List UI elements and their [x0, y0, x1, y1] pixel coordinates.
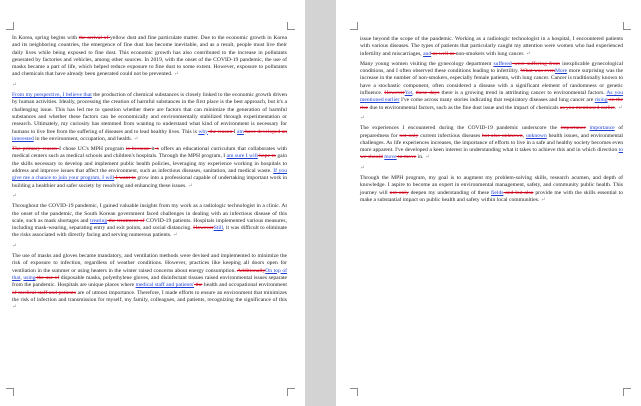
- deleted-text: but also unknown: [482, 132, 523, 139]
- text-run: of preparedness for: [360, 125, 623, 139]
- corner-mark: [287, 22, 295, 30]
- text-run: deepen my understanding of these: [408, 189, 491, 196]
- inserted-text: From my perspective, I believe that: [12, 92, 92, 99]
- corner-mark: [287, 388, 295, 396]
- paragraph[interactable]: [360, 125, 623, 161]
- inserted-text: More: [554, 68, 568, 75]
- deleted-text: hope to: [257, 153, 276, 160]
- deleted-text: of medical staff and patients: [12, 289, 76, 296]
- text-run: , it was difficult to eliminate the risks associated with directly facing and serving numerous patients.: [12, 225, 288, 239]
- text-run: offers an educational curriculum that collaborates with medical centers such as medical schools and children's hospitals. Through the MPH program, I: [12, 146, 287, 160]
- right-page-body[interactable]: [360, 36, 623, 204]
- deleted-text: However: [193, 225, 214, 232]
- text-run: ,: [20, 274, 24, 281]
- deleted-text: we should: [360, 154, 383, 161]
- text-run: are of utmost importance. Therefore, I made efforts to ensure an environment that minimizes the risk of infection and transmission for myself, my family, colleagues, and patients, recognizing the significance of this: [12, 289, 287, 303]
- text-run: gain the skills necessary to develop and implement public health policies, leveraging my experience working in hospitals to address and improve issues that affect the environment, such as infectious diseases, sanitation, and medical waste.: [12, 153, 287, 175]
- deleted-text: However: [384, 90, 405, 97]
- corner-mark: [623, 388, 631, 396]
- text-run: ,: [412, 90, 416, 97]
- corner-mark: [6, 388, 14, 396]
- deleted-text: the use of: [35, 274, 60, 281]
- paragraph[interactable]: [360, 36, 623, 58]
- inserted-text: am: [237, 128, 244, 135]
- text-run: yellow dust and fine particulate matter. Due to the economic growth in Korea and its neighboring countries, the emergence of fine dust has become inevitable, and as a result, people must live their daily lives while being exposed to fine dust. This economic growth has also contributed to the increase in pollutants generated by factories and vehicles, among other sources. In 2019, with the onset of the COVID-19 pandemic, the use of masks became a part of life, which helped reduce exposure to fine dust to some extent. However, exposure to pollutants and chemicals that have already been generated could not be prevented.: [12, 35, 287, 78]
- paragraph[interactable]: [12, 203, 287, 239]
- corner-mark: [623, 22, 631, 30]
- deleted-text: not only: [389, 189, 409, 196]
- empty-paragraph[interactable]: [360, 115, 623, 122]
- inserted-text: interested: [12, 135, 34, 142]
- deleted-text: to move: [396, 154, 417, 161]
- deleted-text: I want to: [114, 175, 136, 182]
- deleted-text: is because: [125, 146, 152, 153]
- deleted-text: Additionally: [236, 267, 266, 274]
- deleted-text: What was even: [520, 68, 555, 75]
- inserted-text: Yet: [404, 90, 413, 97]
- paragraph-mark-icon: ↵: [524, 50, 531, 57]
- paragraph[interactable]: [12, 92, 287, 143]
- deleted-text: as well as: [431, 50, 456, 57]
- text-run: in.: [416, 154, 424, 161]
- inserted-text: importance: [589, 125, 615, 132]
- text-run: I chose UC's MPH program: [59, 146, 126, 153]
- text-run: .: [614, 104, 617, 111]
- paragraph-mark-icon: ↵: [12, 81, 17, 88]
- paragraph-mark-icon: ↵: [132, 135, 139, 142]
- inserted-text: If you give me a chance to join your program, I will: [12, 168, 288, 182]
- inserted-text: rising: [594, 97, 608, 104]
- deleted-text: were suffering from: [511, 60, 560, 67]
- text-run: Many young women visiting the gynecology department: [360, 60, 494, 67]
- paragraph[interactable]: [360, 61, 623, 112]
- text-run: The experiences I encountered during the COVID-19 pandemic underscore the: [360, 125, 561, 132]
- inserted-text: am sure I will: [226, 153, 258, 160]
- text-run: I've come across many stories indicating that respiratory diseases and lung cancer are: [399, 97, 595, 104]
- inserted-text: unknown: [525, 132, 547, 139]
- paragraph-mark-icon: ↵: [539, 196, 546, 203]
- inserted-text: fields: [491, 189, 504, 196]
- deleted-text: have developed an: [243, 128, 288, 135]
- paragraph[interactable]: [360, 175, 623, 204]
- empty-paragraph[interactable]: [12, 193, 287, 200]
- inserted-text: move: [384, 154, 397, 161]
- text-run: COVID-19 patients. Hospitals implemented various measures, including mask-wearing, separating entry and exit points, and social distancing.: [12, 217, 287, 232]
- text-run: it: [151, 146, 155, 153]
- left-page-body[interactable]: [12, 35, 287, 311]
- empty-paragraph[interactable]: [360, 165, 623, 172]
- text-run: inexplicable gynecological conditions, and I often observed these conditions leading to infertility.: [360, 60, 623, 75]
- paragraph-mark-icon: ↵: [172, 71, 179, 78]
- text-run: ,: [522, 132, 526, 139]
- deleted-text: the: [194, 282, 203, 289]
- deleted-text: The primary reason: [12, 146, 60, 153]
- inserted-text: and: [423, 50, 432, 57]
- text-run: Throughout the COVID-19 pandemic, I gained valuable insights from my work as a radiologic technologist in a clinic. At the onset of the pandemic, the South Korean government faced challenges in dealing with an infectious disease of this scale, such as mask shortages and: [12, 203, 287, 224]
- paragraph-mark-icon: ↵: [186, 182, 193, 189]
- paragraph-mark-icon: ↵: [12, 192, 17, 199]
- deleted-text: these days: [415, 90, 440, 97]
- text-run: Through the MPH program, my goal is to augment my problem-solving skills, research acumen, and depth of knowledge. I aspire to become an expert in environmental management, safety, and community public health. This journey will: [360, 175, 623, 196]
- text-run: non-smokers with lung cancer.: [455, 50, 525, 57]
- document-page-right: [336, 0, 641, 406]
- paragraph[interactable]: [12, 253, 287, 311]
- inserted-text: Still: [213, 225, 224, 232]
- paragraph-mark-icon: ↵: [12, 242, 17, 249]
- deleted-text: not only: [399, 132, 419, 139]
- inserted-text: treating: [90, 217, 108, 224]
- paragraph-mark-icon: ↵: [616, 104, 623, 111]
- document-page-left: [0, 0, 305, 406]
- deleted-text: importance: [560, 125, 586, 132]
- text-run: due to environmental factors, such as the fine dust issue and the impact of chemicals: [368, 104, 560, 111]
- text-run: more surprising was the increase in the number of non-smokers, especially female patients, with lung cancer. Cancer is traditionally known to have a stochastic component, often considered a disease with a significant element of randomness or genetic influence.: [360, 68, 623, 97]
- inserted-text: why: [198, 128, 208, 135]
- deleted-text: as you mentioned earlier: [559, 104, 615, 111]
- empty-paragraph[interactable]: [12, 82, 287, 89]
- inserted-text: On top of that: [12, 267, 287, 281]
- inserted-text: medical staff and patients': [135, 282, 195, 289]
- paragraph-mark-icon: ↵: [423, 154, 430, 161]
- text-run: there is a growing trend in attributing cancer to environmental factors.: [439, 90, 607, 97]
- text-run: grow into a professional capable of undertaking important work in building a healthier and safer society by resolving and enhancing these issues.: [12, 175, 287, 189]
- text-run: provide me with the skills essential to make a substantial impact on public health and safety within local communities.: [360, 189, 623, 203]
- text-run: health and occupational environment: [202, 282, 287, 289]
- corner-mark: [6, 22, 14, 30]
- text-run: issue beyond the scope of the pandemic. Working as a radiologic technologist in a hospital, I encountered patients with various diseases. The types of patients that particularly caught my attention were women who had experienced infertility and miscarriages,: [360, 36, 623, 57]
- deleted-text: and but also: [503, 189, 534, 196]
- paragraph[interactable]: [12, 146, 287, 190]
- text-run: in the environment, occupation, and health.: [33, 135, 133, 142]
- deleted-text: the reason: [207, 128, 234, 135]
- deleted-text: the treatment of: [107, 217, 145, 224]
- text-run: I: [233, 128, 238, 135]
- deleted-text: the arrival of: [78, 35, 111, 41]
- paragraph-mark-icon: ↵: [12, 304, 17, 311]
- text-run: current infectious diseases: [418, 132, 482, 139]
- text-run: In Korea, spring begins with: [12, 35, 79, 41]
- text-run: the production of chemical substances is closely linked to the economic growth driven by human activities. Ideally, processing the creation of harmful substances in the first place is the best approach, but it's a challenging issue. This has led me to question whether there are factors that can minimize the generation of harmful substances and whether these factors can be economically and environmentally stabilized through experimentation or research. Ultimately, my curiosity has stemmed from wanting to understand what kind of environment is necessary for humans to live free from the suffering of diseases and to lead healthy lives. This is: [12, 92, 287, 135]
- deleted-text: on the rise: [360, 97, 623, 111]
- inserted-text: using: [23, 274, 36, 281]
- corner-mark: [350, 388, 358, 396]
- inserted-text: As you mentioned earlier: [360, 90, 624, 104]
- text-run: The use of masks and gloves became mandatory, and ventilation methods were devised and implemented to minimize the risk of exposure to infection, regardless of weather conditions. However, practices like keeping all doors open for ventilation in the summer or using heaters in the winter raised concerns about energy consumption.: [12, 253, 287, 274]
- paragraph-mark-icon: ↵: [171, 232, 178, 239]
- inserted-text: suffered: [493, 60, 512, 67]
- inserted-text: to: [618, 147, 623, 154]
- text-run: disposable masks, polyethylene gloves, and disinfectant tissues raised environmental issues separate from the pandemic. Hospitals are unique places where: [12, 274, 287, 289]
- empty-paragraph[interactable]: [12, 243, 287, 250]
- corner-mark: [350, 22, 358, 30]
- paragraph[interactable]: [12, 35, 287, 79]
- text-run: health issues, and environmental challenges. As life experiences increases, the importance of efforts to live in a safe and healthy society becomes even more apparent. I've developed a keen interest in understanding what it takes to achieve this and in which direction: [360, 132, 623, 154]
- deleted-text: s: [154, 146, 159, 153]
- paragraph-mark-icon: ↵: [360, 164, 365, 171]
- paragraph-mark-icon: ↵: [360, 114, 365, 121]
